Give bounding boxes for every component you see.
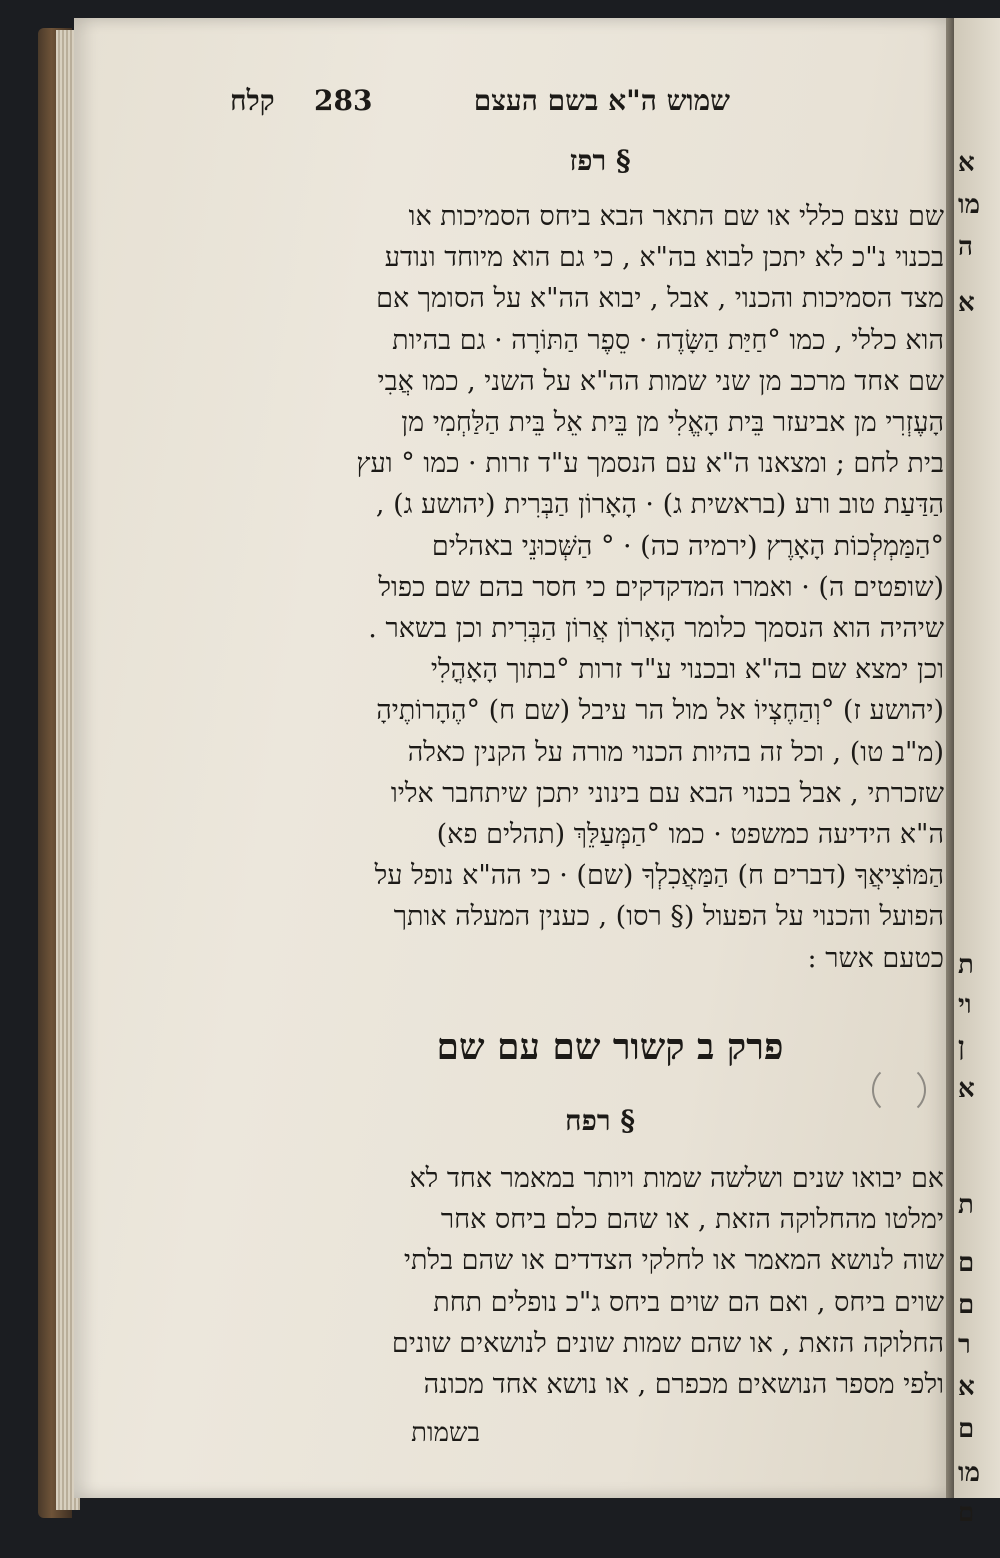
facing-page-fragment: א [958, 1074, 975, 1104]
section-2-body [232, 1158, 944, 1405]
section-1-line: הָעֶזְרִי מן אביעזר בֵּית הָאֱלִי מן בֵּית אֵל בֵּית הַלַּחְמִי מן [401, 407, 944, 439]
chapter-title: פרק ב קשור שם עם שם [436, 1026, 784, 1068]
facing-page-fragment: מו [958, 1458, 981, 1488]
section-1-line: בכנוי נ"כ לא יתכן לבוא בה"א , כי גם הוא מיוחד ונודע [384, 242, 944, 274]
facing-page-fragment: א [958, 1372, 975, 1402]
facing-page-fragment: ן [958, 1032, 965, 1062]
section-1-line: מצד הסמיכות והכנוי , אבל , יבוא הה"א על הסומך אם [376, 283, 944, 315]
facing-page-fragment: ם [958, 1248, 975, 1278]
section-2-line: החלוקה הזאת , או שהם שמות שונים לנושאים שונים [391, 1327, 944, 1359]
header-title: שמוש ה"א בשם העצם [473, 84, 730, 117]
facing-page-fragment: ם [958, 1290, 975, 1320]
pencil-annotation [872, 1064, 926, 1116]
book-gutter [946, 18, 954, 1498]
section-1-line: שיהיה הוא הנסמך כלומר הָאָרוֹן אֲרוֹן הַבְּרִית וכן בשאר . [368, 613, 944, 645]
section-1-line: (שופטים ה) · ואמרו המדקדקים כי חסר בהם שם כפול [378, 571, 944, 603]
page-number: 283 [314, 84, 373, 117]
section-1-line: ה"א הידיעה כמשפט · כמו °הַמְּעַלֵּךְ (תהלים פא) [436, 819, 944, 851]
catchword: בשמות [411, 1418, 480, 1448]
section-2-line: אם יבואו שנים ושלשה שמות ויותר במאמר אחד לא [409, 1163, 944, 1194]
section-1-line: הַדַּעַת טוב ורע (בראשית ג) · הָאָרוֹן הַבְּרִית (יהושע ג) , [375, 489, 944, 521]
section-2-line: שוים ביחס , ואם הם שוים ביחס ג"כ נופלים תחת [433, 1286, 944, 1318]
section-1-line: הַמּוֹצִיאֲךָ (דברים ח) הַמַּאֲכִלְךָ (שם) · כי הה"א נופל על [374, 860, 944, 892]
section-1-line: הוא כללי , כמו °חַיַּת הַשָּׂדֶה · סֵפֶר הַתּוֹרָה · גם בהיות [392, 324, 944, 356]
facing-page-fragment: ת [958, 950, 974, 980]
facing-page-fragment: א [958, 148, 975, 178]
section-1-line: (מ"ב טו) , וכל זה בהיות הכנוי מורה על הקנין כאלה [407, 736, 944, 768]
section-1-line: כטעם אשר : [807, 942, 944, 974]
section-2-line: ולפי מספר הנושאים מכפרם , או נושא אחד מכונה [423, 1369, 944, 1401]
section-1-line: הפועל והכנוי על הפעול (§ רסו) , כענין המעלה אותך [393, 901, 944, 933]
section-1-line: וכן ימצא שם בה"א ובכנוי ע"ד זרות °בתוך הָאָהֳלִי [430, 654, 944, 686]
section-mark-288: § רפח [565, 1104, 635, 1137]
facing-page-fragment: ה [958, 232, 973, 262]
section-1-line: בית לחם ; ומצאנו ה"א עם הנסמך ע"ד זרות · כמו ° ועץ [356, 448, 944, 480]
facing-page-fragment: א [958, 288, 975, 318]
facing-page-fragment: ת [958, 1190, 974, 1220]
hebrew-page-number: קלח [230, 84, 275, 117]
facing-page-fragment: ם [958, 1498, 975, 1528]
facing-page-fragment: ר [958, 1330, 971, 1360]
facing-page-fragment: מו [958, 190, 981, 220]
section-2-line: שוה לנושא המאמר או לחלקי הצדדים או שהם בלתי [403, 1245, 944, 1277]
section-1-line: שם אחד מרכב מן שני שמות הה"א על השני , כמו אֲבִי [377, 365, 944, 397]
section-2-line: ימלטו מהחלוקה הזאת , או שהם כלם ביחס אחר [440, 1204, 944, 1236]
facing-page-fragment: ם [958, 1414, 975, 1444]
section-1-line: °הַמַּמְלְכוֹת הָאָרֶץ (ירמיה כה) · ° הַשְּׁכוּנֵי באהלים [431, 530, 944, 562]
facing-page-fragment: וי [958, 990, 972, 1020]
section-1-line: (יהושע ז) °וְהַחֶצְיוֹ אל מול הר עיבל (שם ח) °הֶהָרוֹתֶיהָ [376, 695, 944, 727]
running-header [230, 84, 730, 128]
section-1-line: שם עצם כללי או שם התאר הבא ביחס הסמיכות או [408, 201, 944, 232]
section-1-line: שזכרתי , אבל בכנוי הבא עם בינוני יתכן שיתחבר אליו [390, 777, 944, 809]
section-mark-287: § רפז [569, 144, 631, 177]
section-1-body [232, 196, 944, 979]
